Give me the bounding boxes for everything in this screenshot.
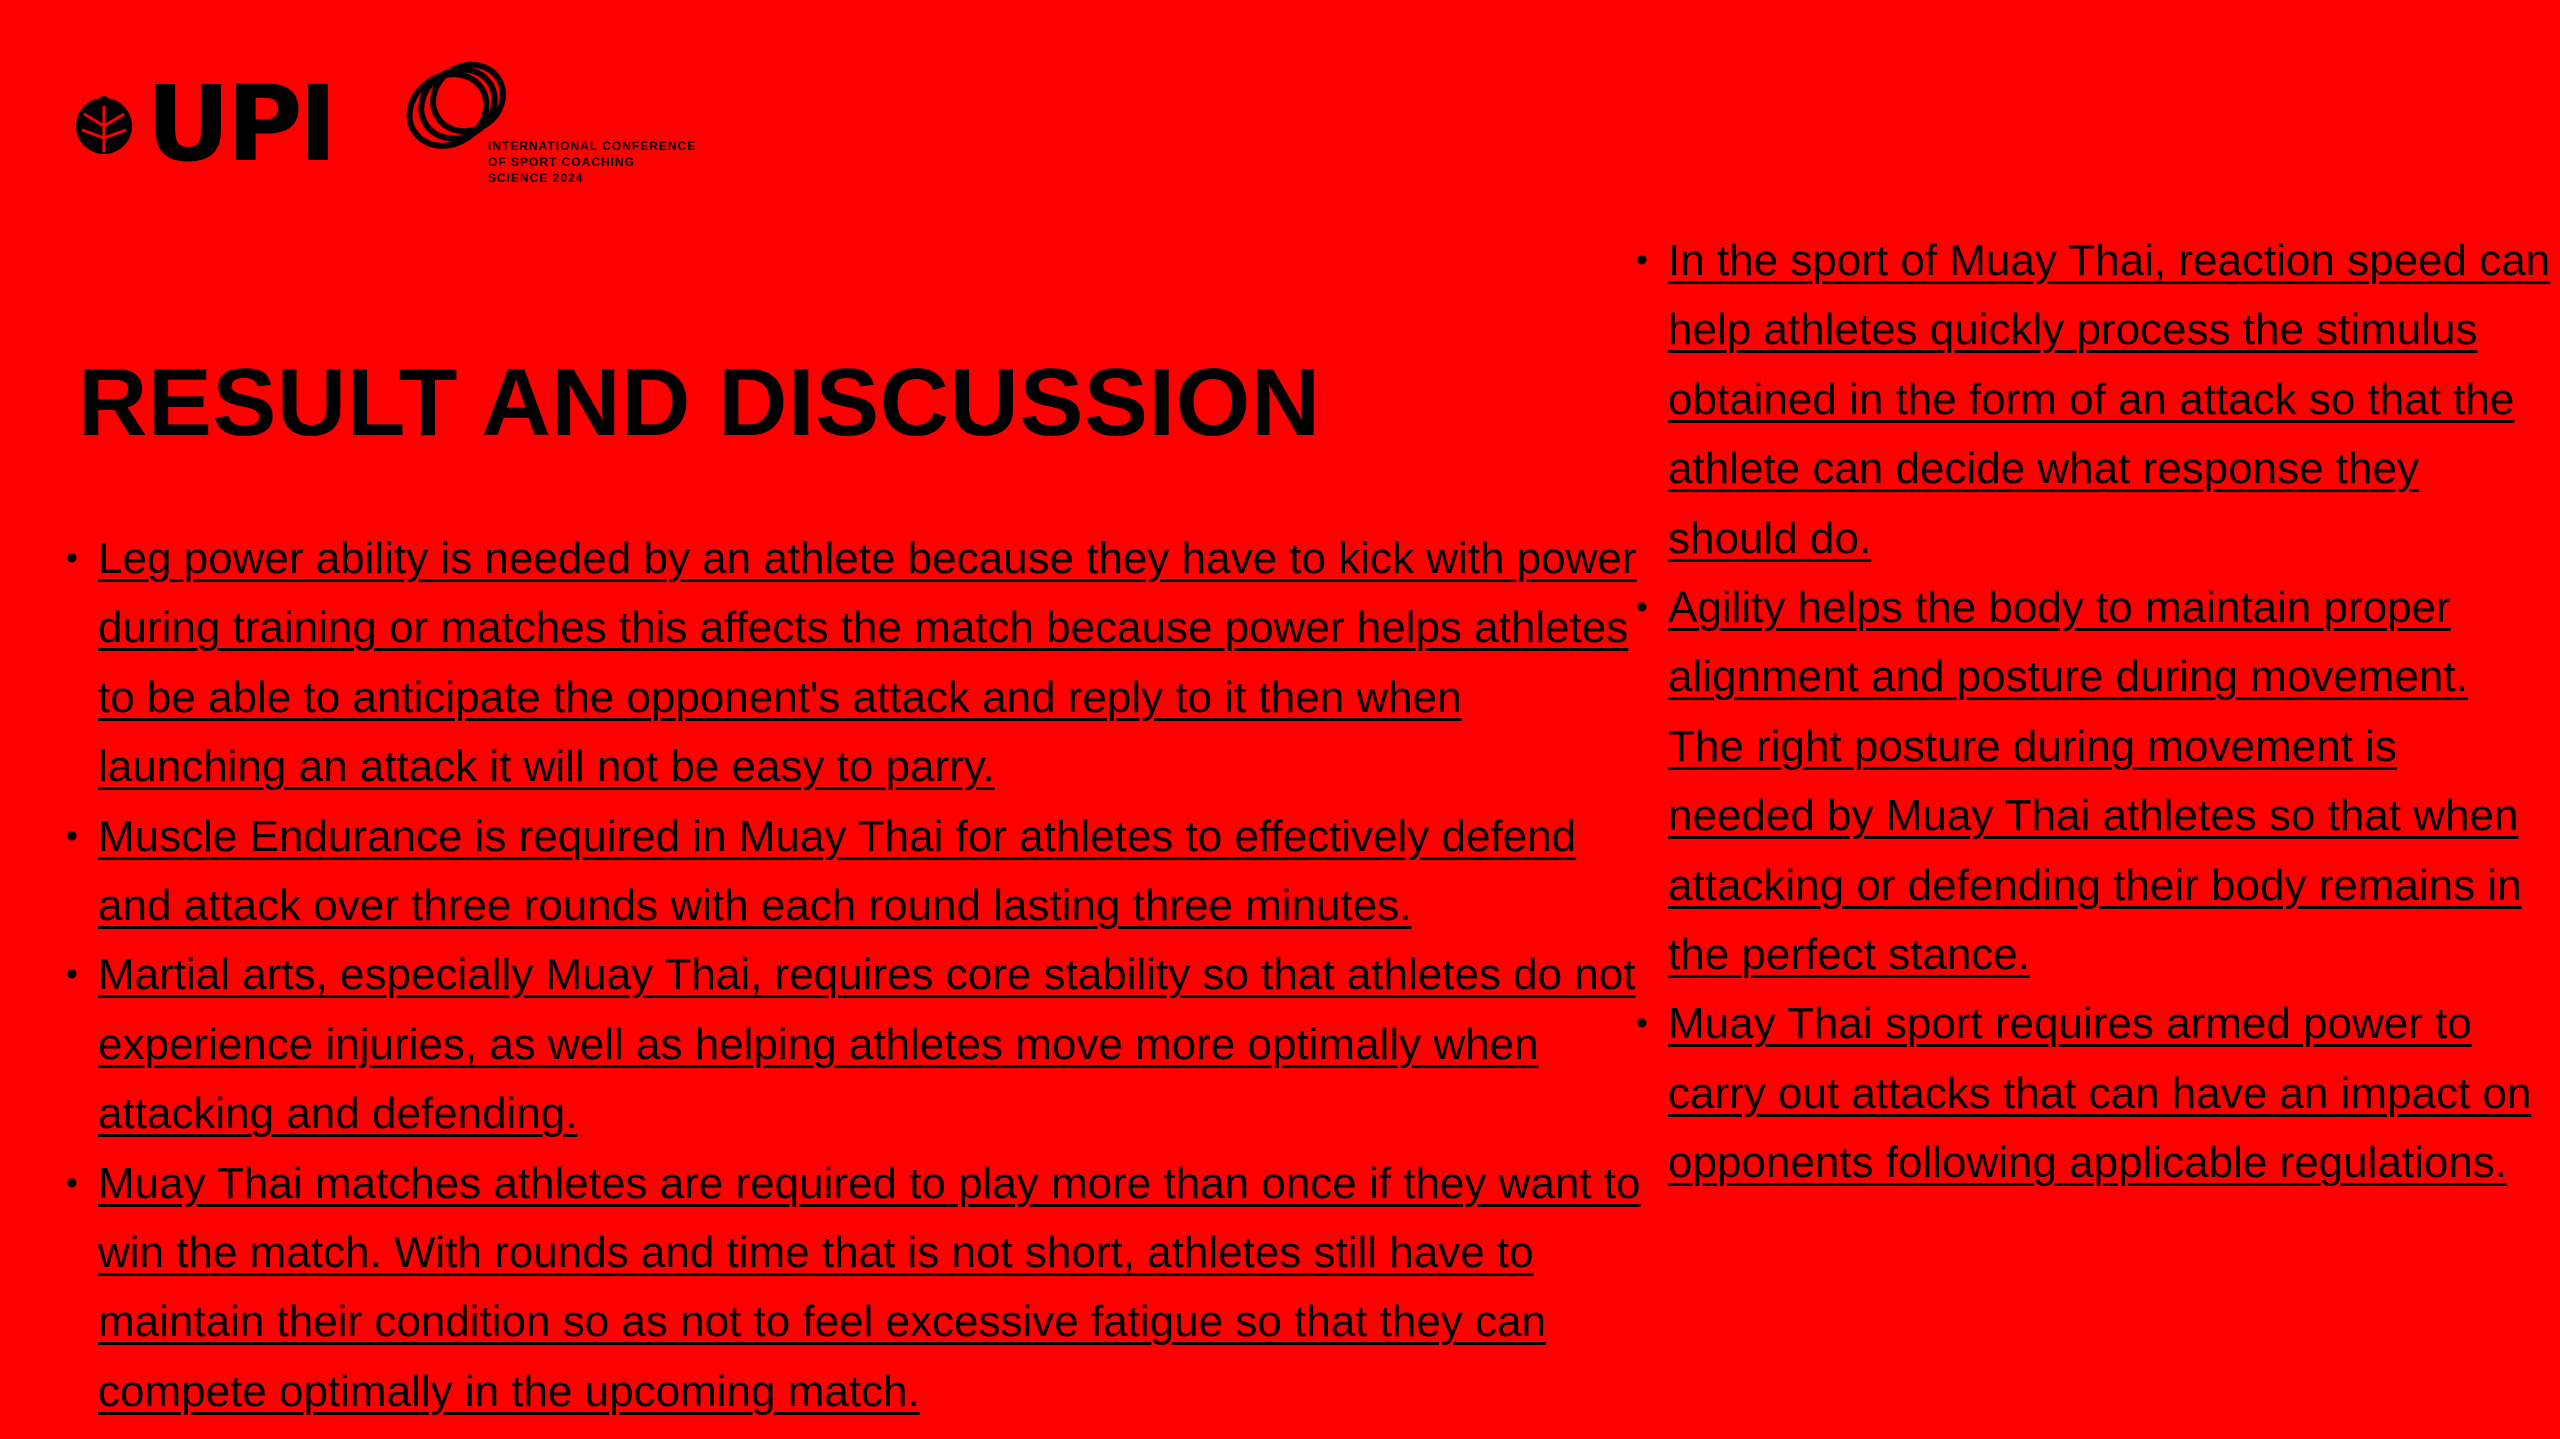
bullet-item [1636, 573, 2552, 989]
conference-logo-line: OF SPORT COACHING [488, 155, 636, 169]
conference-logo-text [488, 138, 696, 186]
bullet-text: Muscle Endurance is required in Muay Thai for athletes to effectively defend and attack over three rounds with each round lasting three minutes. [98, 811, 1577, 931]
bullet-text: Leg power ability is needed by an athlete because they have to kick with power during training or matches this affects the match because power helps athletes to be able to anticipate the opponent's attack and reply to it then when launching an attack it will not be easy to parry. [98, 534, 1637, 792]
bullet-item [1636, 226, 2552, 573]
conference-logo [392, 52, 697, 185]
upi-logo [72, 63, 334, 185]
upi-logo-text: UPI [146, 63, 334, 185]
bullet-text: Muay Thai matches athletes are required to play more than once if they want to win the match. With rounds and time that is not short, athletes still have to maintain their condition so as not to feel excessive fatigue so that they can compete optimally in the upcoming match. [98, 1158, 1641, 1416]
bullet-text: Martial arts, especially Muay Thai, requires core stability so that athletes do not experience injuries, as well as helping athletes move more optimally when attacking and defending. [98, 950, 1636, 1139]
left-bullet-list [66, 524, 1646, 1426]
bullet-item [66, 802, 1646, 941]
slide-title: RESULT AND DISCUSSION [78, 349, 1321, 456]
bullet-text: Muay Thai sport requires armed power to carry out attacks that can have an impact on opponents following applicable regulations. [1668, 999, 2532, 1188]
conference-logo-line: INTERNATIONAL CONFERENCE [488, 139, 697, 153]
bullet-text: In the sport of Muay Thai, reaction speed can help athletes quickly process the stimulus obtained in the form of an attack so that the athlete can decide what response they should do. [1668, 236, 2551, 563]
bullet-item [1636, 989, 2552, 1197]
right-bullet-list [1636, 226, 2552, 1198]
bullet-item [66, 940, 1646, 1148]
bullet-item [66, 524, 1646, 802]
conference-logo-line: SCIENCE 2024 [488, 171, 584, 185]
bullet-text: Agility helps the body to maintain proper alignment and posture during movement. The right posture during movement is needed by Muay Thai athletes so that when attacking or defending their body remains in the perfect stance. [1668, 583, 2522, 980]
bullet-item [66, 1149, 1646, 1427]
upi-emblem-icon [72, 92, 136, 156]
